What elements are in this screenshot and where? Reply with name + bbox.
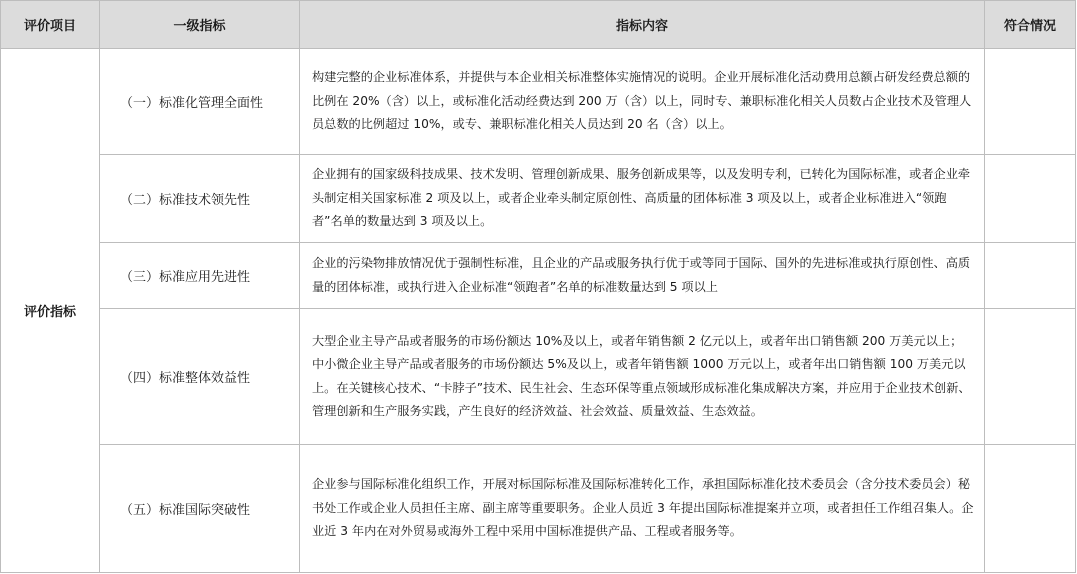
content-cell: 企业参与国际标准化组织工作，开展对标国际标准及国际标准转化工作，承担国际标准化技术委员会（含分技术委员会）秘书处工作或企业人员担任主席、副主席等重要职务。企业人员近 3 年提出国际标准提案并立项，或者担任工作组召集人。企业近 3 年内在对外贸易或海外工程中采用中国标准提供产品、工程或者服务等。 <box>300 445 985 573</box>
content-cell: 大型企业主导产品或者服务的市场份额达 10%及以上，或者年销售额 2 亿元以上，或者年出口销售额 200 万美元以上；中小微企业主导产品或者服务的市场份额达 5%及以上，或者年销售额 1000 万元以上，或者年出口销售额 100 万美元以上。在关键核心技术、“卡脖子”技术、民生社会、生态环保等重点领域形成标准化集成解决方案，并应用于企业技术创新、管理创新和生产服务实践，产生良好的经济效益、社会效益、质量效益、生态效益。 <box>300 309 985 445</box>
table-row <box>1 49 1076 155</box>
table-row <box>1 155 1076 243</box>
indicator-cell: （一）标准化管理全面性 <box>100 49 300 155</box>
indicator-cell: （三）标准应用先进性 <box>100 243 300 309</box>
compliance-cell[interactable] <box>985 155 1076 243</box>
category-cell: 评价指标 <box>1 49 100 573</box>
header-row <box>1 1 1076 49</box>
header-indicator-content: 指标内容 <box>300 1 985 49</box>
indicator-cell: （四）标准整体效益性 <box>100 309 300 445</box>
indicator-cell: （二）标准技术领先性 <box>100 155 300 243</box>
compliance-cell[interactable] <box>985 445 1076 573</box>
compliance-cell[interactable] <box>985 49 1076 155</box>
content-cell: 企业的污染物排放情况优于强制性标准，且企业的产品或服务执行优于或等同于国际、国外的先进标准或执行原创性、高质量的团体标准，或执行进入企业标准“领跑者”名单的标准数量达到 5 项以上 <box>300 243 985 309</box>
content-cell: 构建完整的企业标准体系，并提供与本企业相关标准整体实施情况的说明。企业开展标准化活动费用总额占研发经费总额的比例在 20%（含）以上，或标准化活动经费达到 200 万（含）以上，同时专、兼职标准化相关人员数占企业技术及管理人员总数的比例超过 10%，或专、兼职标准化相关人员达到 20 名（含）以上。 <box>300 49 985 155</box>
compliance-cell[interactable] <box>985 309 1076 445</box>
table-row <box>1 309 1076 445</box>
table-row <box>1 243 1076 309</box>
header-item: 评价项目 <box>1 1 100 49</box>
header-compliance: 符合情况 <box>985 1 1076 49</box>
indicator-cell: （五）标准国际突破性 <box>100 445 300 573</box>
compliance-cell[interactable] <box>985 243 1076 309</box>
header-primary-indicator: 一级指标 <box>100 1 300 49</box>
content-cell: 企业拥有的国家级科技成果、技术发明、管理创新成果、服务创新成果等，以及发明专利，已转化为国际标准，或者企业牵头制定相关国家标准 2 项及以上，或者企业牵头制定原创性、高质量的团体标准 3 项及以上，或者企业标准进入“领跑者”名单的数量达到 3 项及以上。 <box>300 155 985 243</box>
table-row <box>1 445 1076 573</box>
